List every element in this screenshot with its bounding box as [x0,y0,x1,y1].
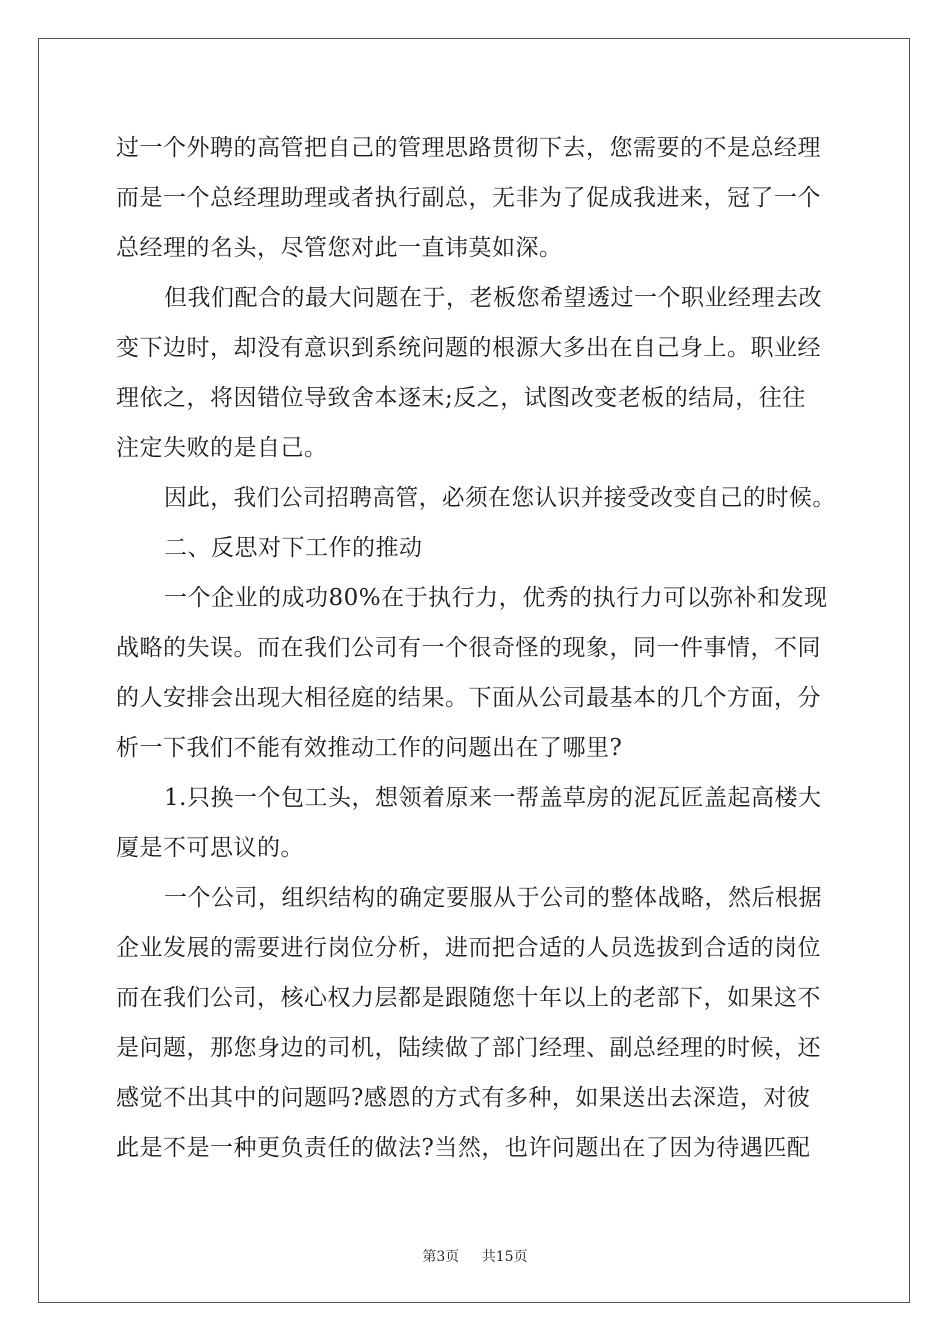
text-line: 理依之，将因错位导致舍本逐末;反之，试图改变老板的结局，往往 [116,385,806,411]
text-line: 战略的失误。而在我们公司有一个很奇怪的现象，同一件事情，不同 [116,635,821,661]
section-heading: 二、反思对下工作的推动 [164,535,423,561]
page-number: 第3页 [422,1249,460,1265]
text-line: 注定失败的是自己。 [116,435,328,461]
text-line: 厦是不可思议的。 [116,835,304,861]
text-line: 企业发展的需要进行岗位分析，进而把合适的人员选拔到合适的岗位 [116,935,821,961]
page-footer [0,1246,950,1266]
text-line: 而是一个总经理助理或者执行副总，无非为了促成我进来，冠了一个 [116,185,821,211]
text-line: 析一下我们不能有效推动工作的问题出在了哪里? [116,735,623,761]
text-line: 总经理的名头，尽管您对此一直讳莫如深。 [116,235,563,261]
text-line: 此是不是一种更负责任的做法?当然，也许问题出在了因为待遇匹配 [116,1135,811,1161]
text-line: 感觉不出其中的问题吗?感恩的方式有多种，如果送出去深造，对彼 [116,1085,811,1111]
text-line: 一个公司，组织结构的确定要服从于公司的整体战略，然后根据 [164,885,822,911]
page-total: 共15页 [481,1249,528,1265]
text-line: 因此，我们公司招聘高管，必须在您认识并接受改变自己的时候。 [164,485,836,511]
text-line: 变下边时，却没有意识到系统问题的根源大多出在自己身上。职业经 [116,335,821,361]
text-line: 而在我们公司，核心权力层都是跟随您十年以上的老部下，如果这不 [116,985,821,1011]
text-line: 但我们配合的最大问题在于，老板您希望透过一个职业经理去改 [164,285,822,311]
text-line: 过一个外聘的高管把自己的管理思路贯彻下去，您需要的不是总经理 [116,135,821,161]
text-line: 1.只换一个包工头，想领着原来一帮盖草房的泥瓦匠盖起高楼大 [164,785,822,811]
text-line: 的人安排会出现大相径庭的结果。下面从公司最基本的几个方面，分 [116,685,821,711]
text-line: 是问题，那您身边的司机，陆续做了部门经理、副总经理的时候，还 [116,1035,821,1061]
text-line: 一个企业的成功80%在于执行力，优秀的执行力可以弥补和发现 [164,585,828,611]
